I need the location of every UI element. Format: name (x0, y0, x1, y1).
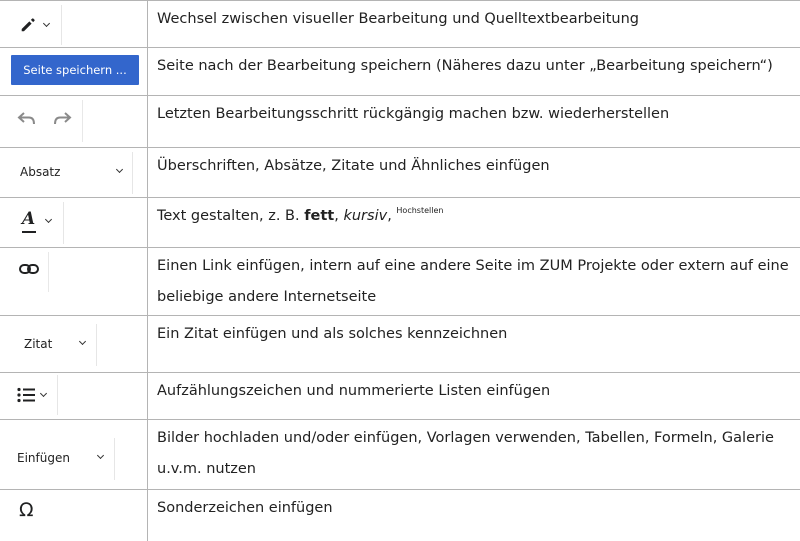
table-row (0, 148, 800, 198)
table-row (0, 48, 800, 96)
chevron-down-icon (43, 20, 50, 27)
row-description: Seite nach der Bearbeitung speichern (Näheres dazu unter „Bearbeitung speichern“) (157, 58, 773, 74)
quote-dropdown[interactable] (10, 324, 97, 366)
special-characters-button[interactable]: Ω (19, 499, 34, 521)
chevron-down-icon (97, 452, 104, 459)
text-style-icon: A (22, 209, 36, 229)
chevron-down-icon (116, 166, 123, 173)
underline-bar (22, 231, 36, 233)
table-row (0, 373, 800, 420)
desc-prefix: Text gestalten, z. B. (157, 208, 305, 224)
table-row (0, 420, 800, 490)
insert-dropdown-label: Einfügen (17, 451, 70, 465)
quote-dropdown-label: Zitat (24, 337, 53, 351)
row-description: Überschriften, Absätze, Zitate und Ähnliches einfügen (157, 158, 550, 174)
desc-sep: , (387, 208, 397, 224)
desc-superscript: Hochstellen (396, 206, 444, 215)
table-row (0, 248, 800, 316)
row-description: Letzten Bearbeitungsschritt rückgängig machen bzw. wiederherstellen (157, 106, 670, 122)
desc-italic: kursiv (343, 208, 388, 224)
edit-mode-switch[interactable] (10, 5, 62, 45)
pencil-icon (19, 16, 37, 34)
bullet-list-icon (17, 387, 35, 403)
chevron-down-icon (45, 216, 52, 223)
desc-sep: , (334, 208, 344, 224)
format-dropdown[interactable] (10, 152, 133, 194)
table-row (0, 198, 800, 248)
save-page-button[interactable]: Seite speichern ... (11, 55, 139, 85)
table-row (0, 490, 800, 541)
table-row (0, 316, 800, 373)
text-style-dropdown[interactable] (10, 202, 64, 244)
row-description: Bilder hochladen und/oder einfügen, Vorlagen verwenden, Tabellen, Formeln, Galerie u.v.m. nutzen (157, 430, 774, 477)
desc-bold: fett (304, 208, 335, 224)
undo-icon[interactable] (17, 111, 37, 127)
table-row (0, 96, 800, 148)
row-description: Sonderzeichen einfügen (157, 500, 333, 516)
redo-icon[interactable] (52, 111, 72, 127)
row-description: Ein Zitat einfügen und als solches kennzeichnen (157, 326, 508, 342)
row-description: Wechsel zwischen visueller Bearbeitung und Quelltextbearbeitung (157, 11, 639, 27)
chevron-down-icon (40, 390, 47, 397)
row-description: Einen Link einfügen, intern auf eine andere Seite im ZUM Projekte oder extern auf eine beliebige andere Internetseite (157, 258, 789, 305)
table-row (0, 0, 800, 48)
row-description: Aufzählungszeichen und nummerierte Listen einfügen (157, 383, 551, 399)
link-icon[interactable] (19, 263, 39, 275)
chevron-down-icon (79, 338, 86, 345)
insert-dropdown[interactable] (6, 438, 115, 480)
format-dropdown-label: Absatz (20, 165, 61, 179)
list-dropdown[interactable] (8, 375, 58, 415)
row-description (157, 201, 794, 233)
